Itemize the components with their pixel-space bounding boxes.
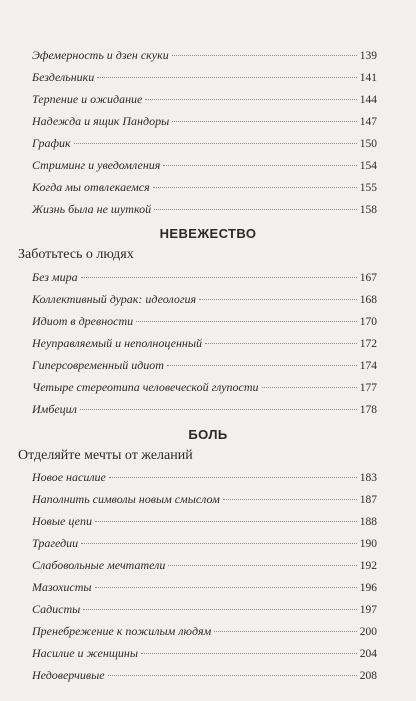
- dot-leader: [154, 209, 357, 210]
- toc-entry-page: 177: [359, 382, 377, 394]
- toc-entry-page: 155: [359, 182, 377, 194]
- toc-entry: [32, 468, 377, 486]
- dot-leader: [262, 387, 357, 388]
- section-heading: БОЛЬ: [188, 427, 228, 442]
- toc-entry-title: Насилие и женщины: [32, 646, 138, 660]
- toc-entry-title: Пренебрежение к пожилым людям: [32, 624, 212, 638]
- dot-leader: [153, 187, 357, 188]
- toc-entry-title: Четыре стереотипа человеческой глупости: [32, 380, 259, 394]
- toc-entry-page: 174: [359, 360, 377, 372]
- toc-entry-page: 154: [359, 160, 377, 172]
- toc-entry: [32, 490, 377, 508]
- dot-leader: [83, 609, 356, 610]
- toc-entry: [32, 156, 377, 174]
- toc-entry-page: 192: [359, 560, 377, 572]
- toc-entry-page: 196: [359, 582, 377, 594]
- toc-entry-title: Мазохисты: [32, 580, 92, 594]
- toc-entry: [32, 556, 377, 574]
- toc-entry: [32, 578, 377, 596]
- dot-leader: [167, 365, 357, 366]
- dot-leader: [81, 543, 357, 544]
- toc-entry-title: Терпение и ожидание: [32, 92, 143, 106]
- section-subheading: Отделяйте мечты от желаний: [18, 448, 193, 463]
- toc-entry: [32, 268, 377, 286]
- dot-leader: [163, 165, 356, 166]
- toc-entry-title: Надежда и ящик Пандоры: [32, 114, 170, 128]
- toc-entry-page: 183: [359, 472, 377, 484]
- toc-entry-page: 200: [359, 626, 377, 638]
- toc-entry-page: 167: [359, 272, 377, 284]
- toc-entry-title: Слабовольные мечтатели: [32, 558, 166, 572]
- toc-entry: [32, 378, 377, 396]
- dot-leader: [95, 587, 357, 588]
- toc-entry-title: Имбецил: [32, 402, 77, 416]
- toc-entry-page: 158: [359, 204, 377, 216]
- toc-entry-page: 172: [359, 338, 377, 350]
- dot-leader: [223, 499, 357, 500]
- toc-entry-page: 188: [359, 516, 377, 528]
- toc-entry-page: 178: [359, 404, 377, 416]
- toc-entry: [32, 90, 377, 108]
- toc-entry: [32, 312, 377, 330]
- toc-entry-title: Недоверчивые: [32, 668, 105, 682]
- toc-entry: [32, 46, 377, 64]
- toc-entry: [32, 134, 377, 152]
- dot-leader: [214, 631, 356, 632]
- dot-leader: [95, 521, 357, 522]
- toc-entry-page: 147: [359, 116, 377, 128]
- toc-entry-title: Жизнь была не шуткой: [32, 202, 152, 216]
- dot-leader: [109, 477, 357, 478]
- dot-leader: [97, 77, 356, 78]
- toc-entry-title: Гиперсовременный идиот: [32, 358, 164, 372]
- toc-entry-title: Новое насилие: [32, 470, 106, 484]
- dot-leader: [136, 321, 357, 322]
- dot-leader: [172, 121, 357, 122]
- toc-entry-page: 190: [359, 538, 377, 550]
- toc-entry: [32, 68, 377, 86]
- toc-entry: [32, 290, 377, 308]
- dot-leader: [108, 675, 357, 676]
- toc-entry-title: График: [32, 136, 71, 150]
- toc-entry-page: 204: [359, 648, 377, 660]
- toc-entry: [32, 666, 377, 684]
- dot-leader: [205, 343, 357, 344]
- toc-entry: [32, 400, 377, 418]
- dot-leader: [80, 409, 357, 410]
- toc-entry-title: Идиот в древности: [32, 314, 134, 328]
- toc-entry: [32, 356, 377, 374]
- toc-entry-title: Без мира: [32, 270, 78, 284]
- toc-entry-page: 150: [359, 138, 377, 150]
- toc-entry: [32, 334, 377, 352]
- toc-entry-title: Неуправляемый и неполноценный: [32, 336, 202, 350]
- toc-entry: [32, 622, 377, 640]
- toc-entry-title: Садисты: [32, 602, 81, 616]
- section-heading: НЕВЕЖЕСТВО: [159, 226, 257, 241]
- dot-leader: [141, 653, 357, 654]
- toc-entry-title: Стриминг и уведомления: [32, 158, 161, 172]
- dot-leader: [74, 143, 357, 144]
- toc-entry-page: 139: [359, 50, 377, 62]
- section-subheading: Заботьтесь о людях: [18, 247, 134, 262]
- toc-entry-page: 208: [359, 670, 377, 682]
- toc-entry-title: Когда мы отвлекаемся: [32, 180, 150, 194]
- toc-entry-page: 170: [359, 316, 377, 328]
- toc-entry-page: 144: [359, 94, 377, 106]
- toc-entry-page: 197: [359, 604, 377, 616]
- toc-entry: [32, 112, 377, 130]
- toc-entry-title: Эфемерность и дзен скуки: [32, 48, 169, 62]
- toc-entry: [32, 178, 377, 196]
- toc-entry-title: Коллективный дурак: идеология: [32, 292, 197, 306]
- toc-entry-title: Трагедии: [32, 536, 79, 550]
- toc-entry: [32, 200, 377, 218]
- dot-leader: [172, 55, 357, 56]
- dot-leader: [145, 99, 356, 100]
- toc-entry: [32, 512, 377, 530]
- toc-entry: [32, 644, 377, 662]
- toc-entry-title: Новые цепи: [32, 514, 92, 528]
- dot-leader: [199, 299, 357, 300]
- toc-entry-page: 141: [359, 72, 377, 84]
- dot-leader: [81, 277, 357, 278]
- toc-entry: [32, 600, 377, 618]
- toc-entry-title: Наполнить символы новым смыслом: [32, 492, 220, 506]
- toc-entry-page: 168: [359, 294, 377, 306]
- toc-entry-title: Бездельники: [32, 70, 95, 84]
- dot-leader: [168, 565, 356, 566]
- toc-entry-page: 187: [359, 494, 377, 506]
- toc-entry: [32, 534, 377, 552]
